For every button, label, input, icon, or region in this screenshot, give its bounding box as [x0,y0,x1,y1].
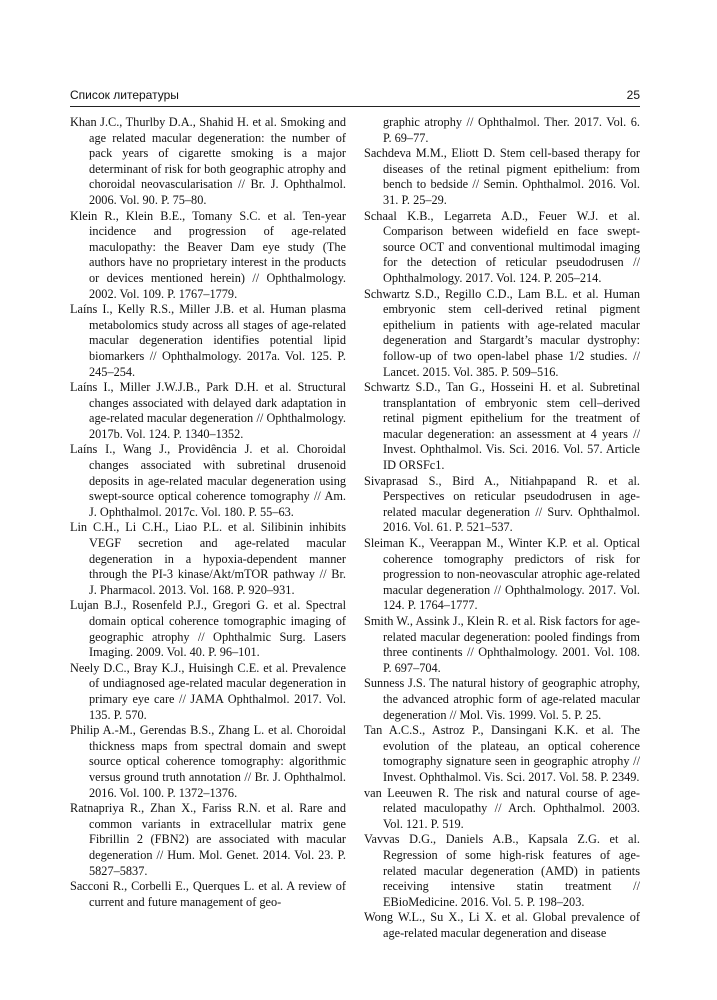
reference-item: Laíns I., Miller J.W.J.B., Park D.H. et al. Structural changes associated with delayed dark adaptation in age-related macular degeneration // Ophthalmology. 2017b. Vol. 124. P. 1340–1352. [70,380,346,441]
reference-item: Schaal K.B., Legarreta A.D., Feuer W.J. et al. Comparison between widefield en face swept-source OCT and conventional multimodal imaging for the detection of reticular pseudodrusen // Ophthalmology. 2017. Vol. 124. P. 205–214. [364,208,640,285]
running-header [70,88,640,108]
reference-item: Neely D.C., Bray K.J., Huisingh C.E. et al. Prevalence of undiagnosed age-related macular degeneration in primary eye care // JAMA Ophthalmol. 2017. Vol. 135. P. 570. [70,660,346,722]
reference-item: Klein R., Klein B.E., Tomany S.C. et al. Ten-year incidence and progression of age-related maculopathy: the Beaver Dam eye study (The authors have no proprietary interest in the products or devices mentioned herein) // Ophthalmology. 2002. Vol. 109. P. 1767–1779. [70,208,346,301]
page-number: 25 [626,88,640,102]
header-rule [70,106,640,107]
reference-item: Ratnapriya R., Zhan X., Fariss R.N. et al. Rare and common variants in extracellular matrix gene Fibrillin 2 (FBN2) are associated with macular degeneration // Hum. Mol. Genet. 2014. Vol. 23. P. 5827–5837. [70,801,346,878]
reference-item: Wong W.L., Su X., Li X. et al. Global prevalence of age-related macular degeneration and disease [364,910,640,940]
reference-continuation: graphic atrophy // Ophthalmol. Ther. 2017. Vol. 6. P. 69–77. [383,115,640,145]
reference-item: Smith W., Assink J., Klein R. et al. Risk factors for age-related macular degeneration: pooled findings from three continents // Ophthalmology. 2001. Vol. 108. P. 697–704. [364,614,640,675]
reference-item: Khan J.C., Thurlby D.A., Shahid H. et al. Smoking and age related macular degeneration: the number of pack years of cigarette smoking is a major determinant of risk for both geographic atrophy and choroidal neovascularisation // Br. J. Ophthalmol. 2006. Vol. 90. P. 75–80. [70,115,346,207]
reference-item: Laíns I., Kelly R.S., Miller J.B. et al. Human plasma metabolomics study across all stages of age-related macular degeneration identifies potential lipid biomarkers // Ophthalmology. 2017a. Vol. 125. P. 245–254. [70,302,346,379]
reference-item: Sleiman K., Veerappan M., Winter K.P. et al. Optical coherence tomography predictors of risk for progression to non-neovascular atrophic age-related macular degeneration // Ophthalmology. 2017. Vol. 124. P. 1764–1777. [364,536,640,613]
reference-item: Philip A.-M., Gerendas B.S., Zhang L. et al. Choroidal thickness maps from spectral domain and swept source optical coherence tomography: algorithmic versus ground truth annotation // Br. J. Ophthalmol. 2016. Vol. 100. P. 1372–1376. [70,723,346,800]
reference-item: van Leeuwen R. The risk and natural course of age-related maculopathy // Arch. Ophthalmol. 2003. Vol. 121. P. 519. [364,785,640,831]
references-left-column [70,115,346,910]
reference-item: Sachdeva M.M., Eliott D. Stem cell-based therapy for diseases of the retinal pigment epithelium: from bench to bedside // Semin. Ophthalmol. 2016. Vol. 31. P. 25–29. [364,146,640,207]
reference-item: Sunness J.S. The natural history of geographic atrophy, the advanced atrophic form of age-related macular degeneration // Mol. Vis. 1999. Vol. 5. P. 25. [364,676,640,722]
reference-item: Sacconi R., Corbelli E., Querques L. et al. A review of current and future management of geo- [70,879,346,909]
reference-item: Lin C.H., Li C.H., Liao P.L. et al. Silibinin inhibits VEGF secretion and age-related macular degeneration in a hypoxia-dependent manner through the PI-3 kinase/Akt/mTOR pathway // Br. J. Pharmacol. 2013. Vol. 168. P. 920–931. [70,520,346,597]
reference-item: Lujan B.J., Rosenfeld P.J., Gregori G. et al. Spectral domain optical coherence tomographic imaging of geographic atrophy // Ophthalmic Surg. Lasers Imaging. 2009. Vol. 40. P. 96–101. [70,598,346,660]
references-right-column [364,115,640,941]
reference-item: Schwartz S.D., Regillo C.D., Lam B.L. et al. Human embryonic stem cell-derived retinal pigment epithelium in patients with age-related macular degeneration and Stargardt’s macular dystrophy: follow-up of two open-label phase 1/2 studies. // Lancet. 2015. Vol. 385. P. 509–516. [364,286,640,379]
reference-item: Laíns I., Wang J., Providência J. et al. Choroidal changes associated with subretinal drusenoid deposits in age-related macular degeneration using swept-source optical coherence tomography // Am. J. Ophthalmol. 2017c. Vol. 180. P. 55–63. [70,442,346,519]
reference-item: Sivaprasad S., Bird A., Nitiahpapand R. et al. Perspectives on reticular pseudodrusen in age-related macular degeneration // Surv. Ophthalmol. 2016. Vol. 61. P. 521–537. [364,473,640,535]
reference-item: Tan A.C.S., Astroz P., Dansingani K.K. et al. The evolution of the plateau, an optical coherence tomography signature seen in geographic atrophy // Invest. Ophthalmol. Vis. Sci. 2017. Vol. 58. P. 2349. [364,723,640,784]
section-title: Список литературы [70,88,179,102]
reference-item: Vavvas D.G., Daniels A.B., Kapsala Z.G. et al. Regression of some high-risk features of age-related macular degeneration (AMD) in patients receiving intensive statin treatment // EBioMedicine. 2016. Vol. 5. P. 198–203. [364,832,640,909]
reference-item: Schwartz S.D., Tan G., Hosseini H. et al. Subretinal transplantation of embryonic stem cell–derived retinal pigment epithelium for the treatment of macular degeneration: an assessment at 4 years // Invest. Ophthalmol. Vis. Sci. 2016. Vol. 57. Article ID ORSFc1. [364,380,640,473]
